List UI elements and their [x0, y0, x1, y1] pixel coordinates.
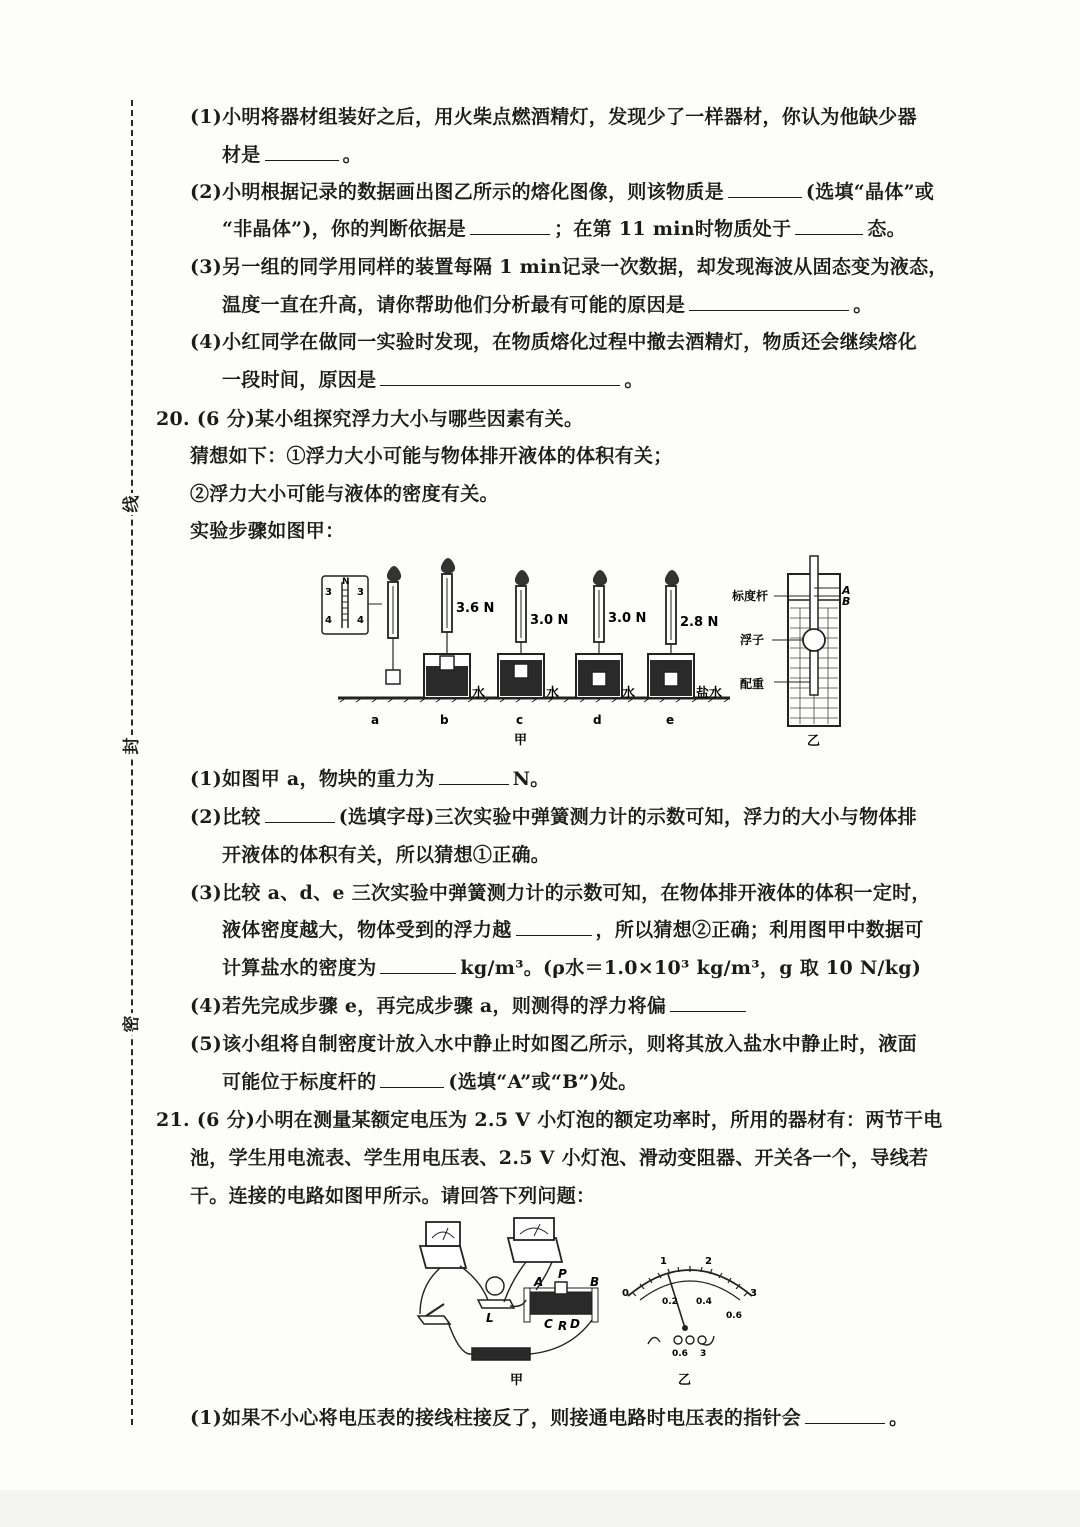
meter-sub: 0.2	[662, 1297, 678, 1307]
label-R: R	[558, 1319, 568, 1333]
q20-guess1: 猜想如下：①浮力大小可能与物体排开液体的体积有关；	[190, 445, 673, 467]
binding-char-xian: 线	[121, 493, 143, 515]
meter-sub: 0.4	[696, 1297, 712, 1307]
answer-blank[interactable]	[689, 292, 849, 311]
label-C: C	[544, 1317, 553, 1331]
answer-blank[interactable]	[265, 142, 339, 161]
answer-blank[interactable]	[795, 216, 863, 235]
voltmeter	[508, 1218, 562, 1262]
q20-part4: (4)若先完成步骤 e，再完成步骤 a，则测得的浮力将偏	[190, 991, 750, 1018]
block	[386, 670, 400, 684]
spring-scale-c	[498, 570, 544, 698]
q20-title: 20. (6 分)某小组探究浮力大小与哪些因素有关。	[156, 408, 584, 430]
spring-scale-a	[386, 566, 401, 684]
answer-blank[interactable]	[265, 804, 335, 823]
label-P: P	[558, 1267, 567, 1281]
q20-part1: (1)如图甲 a，物块的重力为 N。	[190, 768, 550, 790]
hydrometer	[772, 556, 840, 726]
ammeter	[420, 1222, 466, 1268]
q20-guess2: ②浮力大小可能与液体的密度有关。	[190, 483, 499, 505]
scale-unit: N	[342, 577, 350, 587]
answer-blank[interactable]	[380, 955, 456, 974]
step-letter: b	[440, 713, 449, 727]
meter-tick: 3	[750, 1288, 757, 1299]
meter-tick: 2	[705, 1256, 712, 1267]
q20-part2-line2: 开液体的体积有关，所以猜想①正确。	[222, 844, 551, 866]
caption-jia: 甲	[514, 733, 528, 748]
q19-part4-line1: (4)小红同学在做同一实验时发现，在物质熔化过程中撤去酒精灯，物质还会继续熔化	[190, 331, 917, 353]
q20-part3-line2: 液体密度越大，物体受到的浮力越 ，所以猜想②正确；利用图甲中数据可	[222, 919, 924, 941]
hydrometer-label-rod: 标度杆	[732, 589, 769, 603]
q20-part3-line1: (3)比较 a、d、e 三次实验中弹簧测力计的示数可知，在物体排开液体的体积一定时，	[190, 882, 931, 904]
q19-part4-line2: 一段时间，原因是 。	[222, 369, 644, 391]
scale-label: 3	[325, 587, 332, 598]
q21-line2: 池，学生用电流表、学生用电压表、2.5 V 小灯泡、滑动变阻器、开关各一个，导线若	[190, 1147, 929, 1169]
q19-part3-line1: (3)另一组的同学用同样的装置每隔 1 min记录一次数据，却发现海波从固态变为液态，	[190, 256, 948, 278]
q20-steps: 实验步骤如图甲：	[190, 520, 345, 542]
caption-yi: 乙	[807, 734, 821, 749]
meter-terminals	[648, 1336, 714, 1345]
hydrometer-label-weight: 配重	[740, 677, 765, 691]
q21-part1: (1)如果不小心将电压表的接线柱接反了，则接通电路时电压表的指针会 。	[190, 1407, 909, 1429]
binding-char-mi: 密	[121, 1013, 143, 1035]
terminal-label: 3	[700, 1349, 707, 1359]
answer-blank[interactable]	[470, 216, 550, 235]
hydrometer-label-float: 浮子	[740, 633, 765, 647]
reading-b: 3.6 N	[456, 601, 495, 616]
step-letter: c	[516, 713, 524, 727]
q21-line1: 21. (6 分)小明在测量某额定电压为 2.5 V 小灯泡的额定功率时，所用的器材有：两节干电	[156, 1109, 943, 1131]
q19-part2-line2: “非晶体”)，你的判断依据是 ；在第 11 min时物质处于 态。	[222, 218, 906, 240]
circuit-figure	[400, 1216, 780, 1396]
answer-blank[interactable]	[380, 367, 620, 386]
meter-sub: 0.6	[726, 1311, 742, 1321]
meter-tick: 0	[622, 1288, 629, 1299]
label-A: A	[534, 1275, 544, 1289]
terminal-label: 0.6	[672, 1349, 688, 1359]
scale-label: 3	[357, 587, 364, 598]
answer-blank[interactable]	[516, 917, 592, 936]
answer-blank[interactable]	[439, 766, 509, 785]
answer-blank[interactable]	[728, 179, 802, 198]
label-D: D	[570, 1317, 580, 1331]
q19-part1-line2: 材是 。	[222, 144, 362, 166]
q20-part5-line2: 可能位于标度杆的 (选填“A”或“B”)处。	[222, 1071, 638, 1093]
caption-yi: 乙	[678, 1373, 692, 1388]
q20-part3-line3: 计算盐水的密度为 kg/m³。(ρ水＝1.0×10³ kg/m³，g 取 10 N/kg)	[222, 957, 922, 979]
battery	[472, 1348, 530, 1360]
spring-scale-d	[576, 570, 622, 698]
meter-tick: 1	[660, 1256, 667, 1267]
step-letter: e	[666, 713, 675, 727]
switch	[418, 1304, 450, 1324]
scale-label: 4	[357, 615, 364, 626]
step-letter: d	[593, 713, 602, 727]
reading-d: 3.0 N	[608, 611, 647, 626]
label-L: L	[486, 1311, 494, 1325]
liquid-c: 水	[546, 686, 560, 701]
step-letter: a	[371, 713, 380, 727]
meter-dial	[628, 1266, 752, 1331]
liquid-b: 水	[472, 686, 486, 701]
liquid-e: 盐水	[696, 686, 723, 701]
answer-blank[interactable]	[380, 1069, 444, 1088]
bulb	[478, 1277, 514, 1308]
q20-part2-line1: (2)比较 (选填字母)三次实验中弹簧测力计的示数可知，浮力的大小与物体排	[190, 806, 917, 828]
q20-part5-line1: (5)该小组将自制密度计放入水中静止时如图乙所示，则将其放入盐水中静止时，液面	[190, 1033, 917, 1055]
answer-blank[interactable]	[805, 1405, 885, 1424]
scale-label: 4	[325, 615, 332, 626]
caption-jia: 甲	[510, 1373, 524, 1388]
page-bottom-edge	[0, 1490, 1080, 1527]
q19-part2-line1: (2)小明根据记录的数据画出图乙所示的熔化图像，则该物质是 (选填“晶体”或	[190, 181, 935, 203]
spring-scale-b	[424, 558, 470, 698]
q19-part1-line1: (1)小明将器材组装好之后，用火柴点燃酒精灯，发现少了一样器材，你认为他缺少器	[190, 106, 917, 128]
reading-c: 3.0 N	[530, 613, 569, 628]
binding-char-feng: 封	[121, 735, 143, 757]
q19-part3-line2: 温度一直在升高，请你帮助他们分析最有可能的原因是 。	[222, 294, 873, 316]
label-B: B	[590, 1275, 600, 1289]
hydrometer-label-A: A	[842, 584, 851, 597]
hydrometer-label-B: B	[842, 595, 851, 608]
liquid-d: 水	[622, 686, 636, 701]
binding-line	[131, 100, 133, 1425]
buoyancy-figure	[310, 552, 870, 752]
spring-scale-e	[648, 570, 694, 698]
reading-e: 2.8 N	[680, 615, 719, 630]
q21-line3: 干。连接的电路如图甲所示。请回答下列问题：	[190, 1185, 596, 1207]
answer-blank[interactable]	[670, 993, 746, 1012]
